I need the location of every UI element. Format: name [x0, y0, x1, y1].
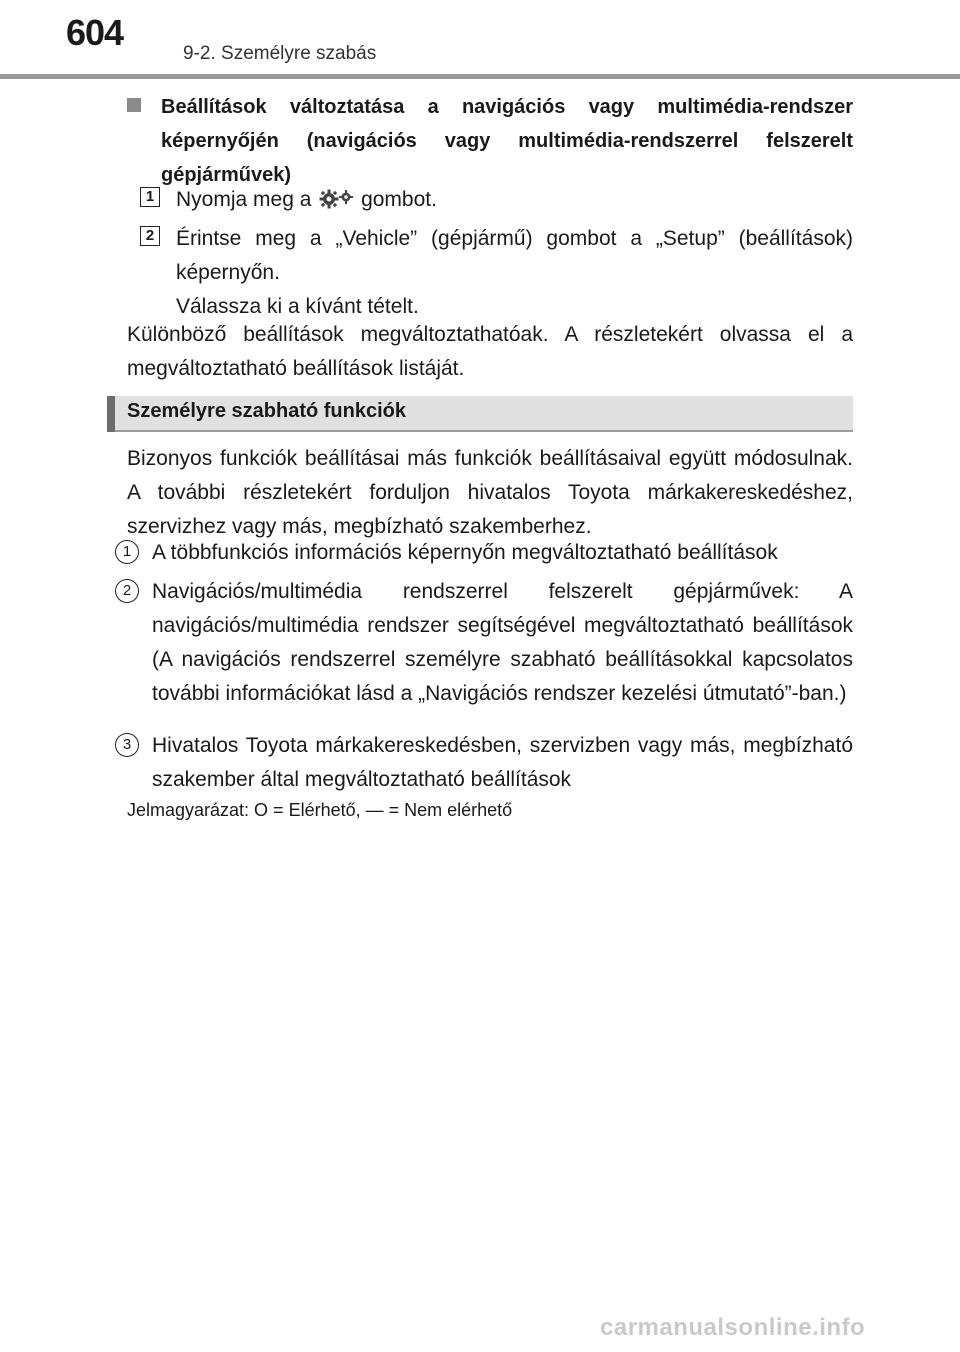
square-bullet-icon	[127, 98, 141, 112]
step-2	[140, 222, 853, 324]
circled-number: 3	[115, 733, 139, 757]
numbered-item-1	[115, 536, 853, 570]
step-text: Érintse meg a „Vehicle” (gépjármű) gombot a „Setup” (beállítások) képernyőn.	[176, 227, 853, 284]
numbered-item-text: A többfunkciós információs képernyőn megváltoztatható beállítások	[152, 541, 778, 564]
numbered-item-2	[115, 575, 853, 711]
subheading	[127, 90, 853, 192]
step-text-after: gombot.	[361, 188, 437, 211]
legend-text: Jelmagyarázat: O = Elérhető, — = Nem elérhető	[127, 800, 513, 820]
gear-icon	[317, 188, 355, 210]
circled-number: 1	[115, 540, 139, 564]
step-text-secondary: Válassza ki a kívánt tételt.	[176, 295, 419, 318]
step-number-box: 1	[140, 187, 160, 207]
header-rule	[0, 74, 960, 79]
intro-paragraph: Különböző beállítások megváltoztathatóak. A részletekért olvassa el a megváltoztatható beállítások listáját.	[127, 323, 853, 380]
section-heading-bar	[107, 396, 853, 432]
numbered-item-text: Hivatalos Toyota márkakereskedésben, szervizben vagy más, megbízható szakember által megváltoztatható beállítások	[152, 734, 853, 791]
subheading-text: Beállítások változtatása a navigációs vagy multimédia-rendszer képernyőjén (navigációs vagy multimédia-rendszerrel felszerelt gépjárművek)	[161, 96, 853, 186]
step-text	[176, 183, 853, 217]
step-text-before: Nyomja meg a	[176, 188, 312, 211]
section-label: 9-2. Személyre szabás	[183, 43, 377, 64]
section-title: Személyre szabható funkciók	[127, 400, 406, 422]
numbered-item-text: Navigációs/multimédia rendszerrel felszerelt gépjárművek: A navigációs/multimédia rendszer segítségével megváltoztatható beállítások (A navigációs rendszerrel személyre szabható beállításokkal kapcsolatos további információkat lásd a „Navigációs rendszer kezelési útmutató”-ban.)	[152, 580, 853, 705]
circled-number: 2	[115, 579, 139, 603]
step-1	[140, 183, 853, 217]
numbered-item-3	[115, 729, 853, 797]
page-header	[0, 0, 960, 80]
step-number-box: 2	[140, 226, 160, 246]
watermark: carmanualsonline.info	[600, 1314, 866, 1341]
section-paragraph: Bizonyos funkciók beállításai más funkciók beállításaival együtt módosulnak. A további részletekért forduljon hivatalos Toyota márkakereskedéshez, szervizhez vagy más, megbízható szakemberhez.	[127, 447, 853, 538]
section-bar-accent	[107, 396, 115, 432]
page-number: 604	[66, 12, 124, 53]
